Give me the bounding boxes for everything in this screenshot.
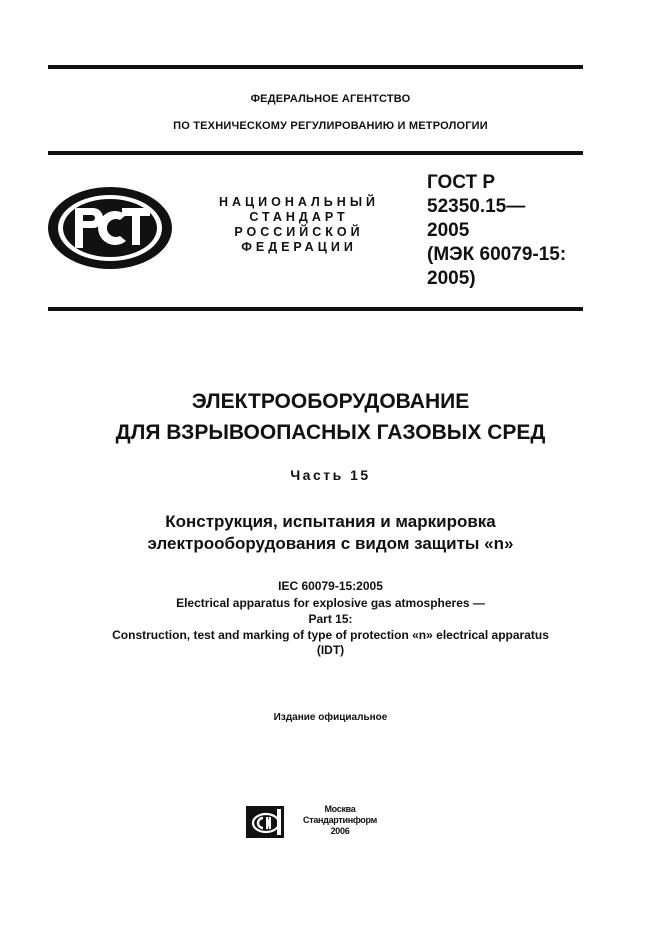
- iec-title-en: Electrical apparatus for explosive gas atmospheres —: [176, 596, 485, 610]
- gost-line: ГОСТ Р: [427, 172, 496, 193]
- edition-label: Издание официальное: [273, 712, 388, 723]
- gost-line: 2005): [427, 268, 476, 289]
- header-rule: [48, 151, 583, 155]
- part-label: Часть 15: [290, 467, 371, 483]
- gost-line: (МЭК 60079-15:: [427, 244, 567, 265]
- gost-number: [427, 171, 587, 291]
- standartinform-logo-icon: [246, 806, 284, 838]
- subtitle-line-2: электрооборудования с видом защиты «n»: [147, 534, 514, 553]
- national-standard-label: [190, 195, 408, 255]
- iec-part: Part 15:: [308, 612, 353, 626]
- rst-logo-icon: [46, 185, 174, 271]
- publisher-year: 2006: [330, 826, 350, 836]
- iec-idt: (IDT): [316, 643, 345, 657]
- document-title-line-2: ДЛЯ ВЗРЫВООПАСНЫХ ГАЗОВЫХ СРЕД: [115, 421, 546, 444]
- gost-line: 52350.15—: [427, 196, 526, 217]
- gost-line: 2005: [427, 220, 470, 241]
- agency-line-2: ПО ТЕХНИЧЕСКОМУ РЕГУЛИРОВАНИЮ И МЕТРОЛОГИИ: [173, 120, 488, 132]
- document-title-line-1: ЭЛЕКТРООБОРУДОВАНИЕ: [191, 390, 470, 413]
- national-line: СТАНДАРТ: [249, 210, 349, 224]
- national-line: ФЕДЕРАЦИИ: [241, 240, 357, 254]
- iec-subtitle-en: Construction, test and marking of type of protection «n» electrical apparatus: [112, 628, 549, 642]
- national-line: НАЦИОНАЛЬНЫЙ: [218, 195, 380, 209]
- subtitle-line-1: Конструкция, испытания и маркировка: [165, 512, 496, 531]
- publisher-info: [294, 804, 386, 837]
- top-rule: [48, 65, 583, 69]
- publisher-name: Стандартинформ: [303, 815, 377, 825]
- national-line: РОССИЙСКОЙ: [234, 225, 364, 239]
- publisher-city: Москва: [324, 804, 356, 814]
- standard-block-rule: [48, 307, 583, 311]
- agency-line-1: ФЕДЕРАЛЬНОЕ АГЕНТСТВО: [250, 93, 411, 105]
- iec-reference: IEC 60079-15:2005: [278, 579, 383, 593]
